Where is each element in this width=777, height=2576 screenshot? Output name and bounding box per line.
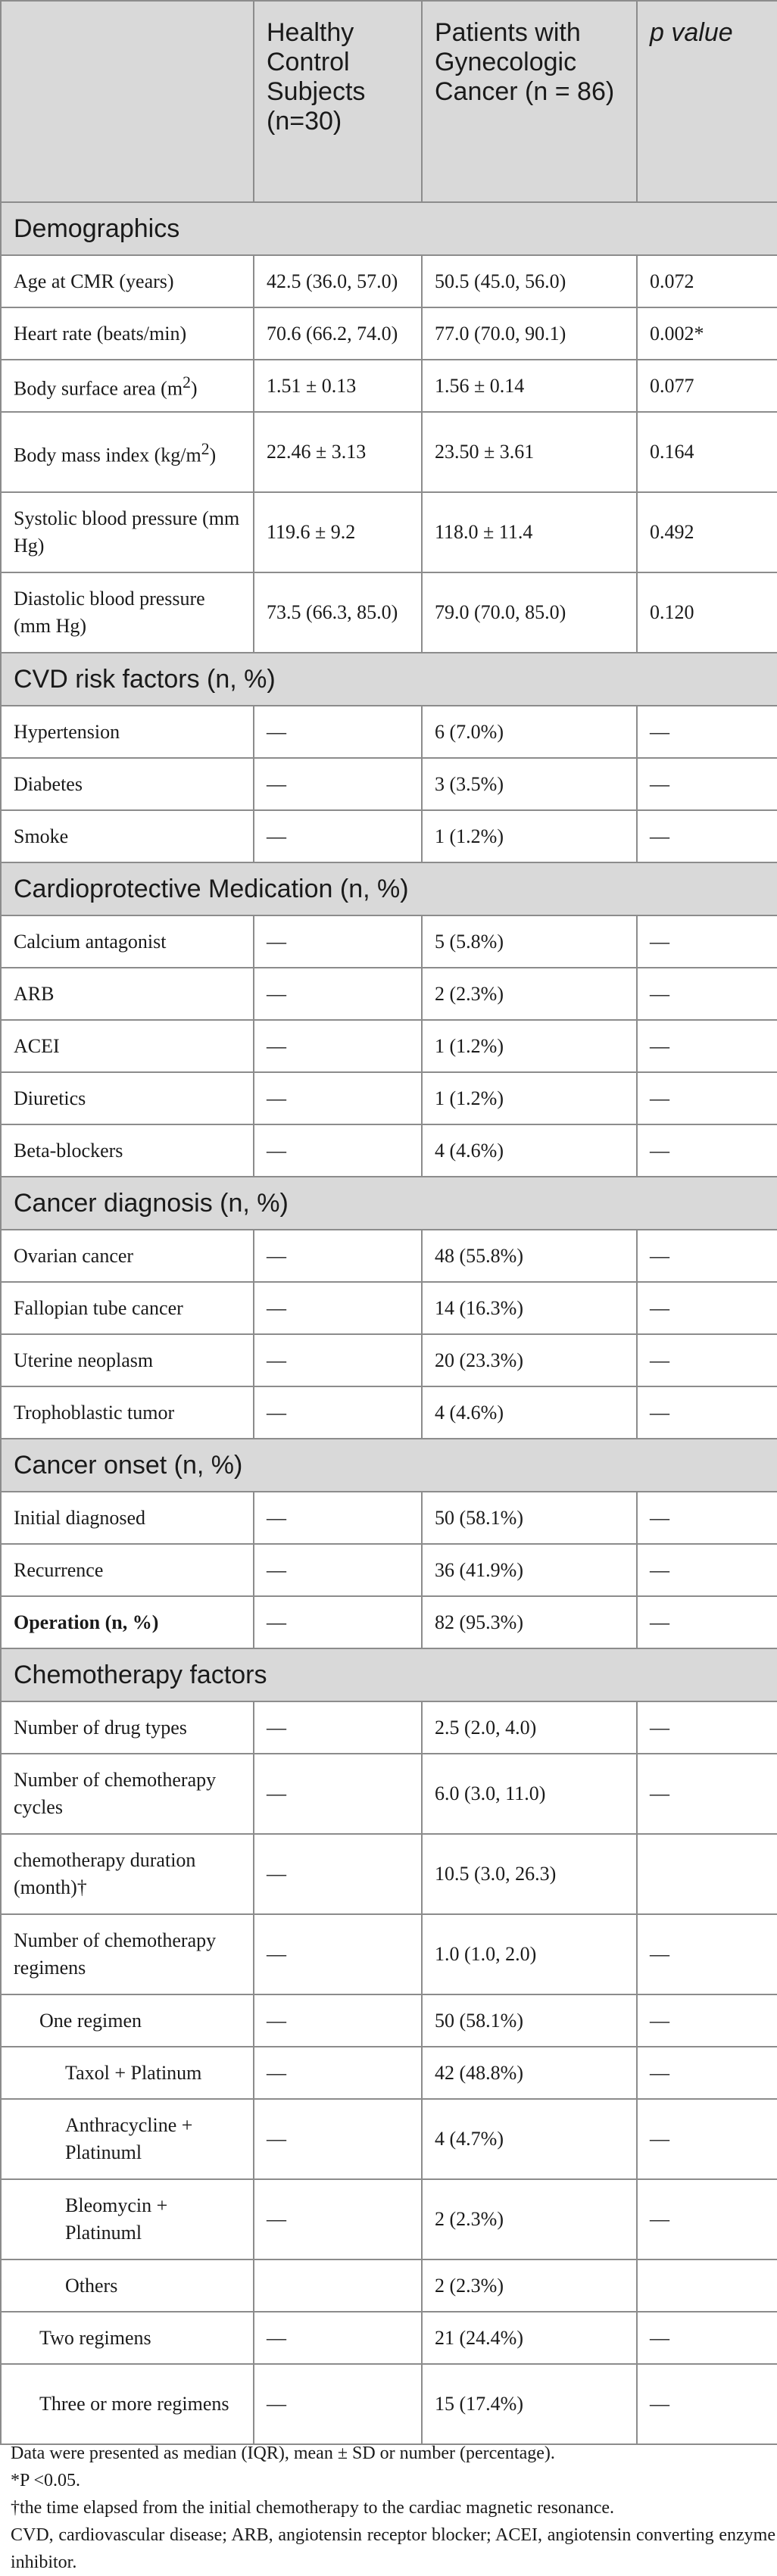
table-row [1,915,777,968]
row-label: Beta-blockers [1,1124,254,1177]
p-value: — [637,1282,777,1334]
p-value: 0.164 [637,412,777,492]
p-value: — [637,1994,777,2047]
table-row [1,2047,777,2099]
p-value: — [637,810,777,862]
patient-value: 82 (95.3%) [422,1596,637,1648]
patient-value: 42 (48.8%) [422,2047,637,2099]
table-row [1,307,777,360]
patient-value: 2 (2.3%) [422,2259,637,2312]
healthy-value: — [254,2364,422,2444]
healthy-value: — [254,2312,422,2364]
row-label: chemotherapy duration (month)† [1,1834,254,1914]
p-value: — [637,1596,777,1648]
p-value: — [637,2364,777,2444]
superscript: 2 [183,373,191,392]
p-value: — [637,2099,777,2179]
patient-value: 79.0 (70.0, 85.0) [422,572,637,653]
table-row [1,1701,777,1754]
row-label [1,412,254,492]
healthy-value: 1.51 ± 0.13 [254,360,422,412]
row-label: ACEI [1,1020,254,1072]
patient-value: 1 (1.2%) [422,810,637,862]
patient-value: 118.0 ± 11.4 [422,492,637,572]
table-row [1,1230,777,1282]
row-label: Systolic blood pressure (mm Hg) [1,492,254,572]
table-row [1,412,777,492]
header-healthy-controls: Healthy Control Subjects (n=30) [254,1,422,202]
table-row [1,1072,777,1124]
row-label: Three or more regimens [1,2364,254,2444]
table-footnotes [0,2440,777,2576]
header-empty-cell [1,1,254,202]
row-label: Number of chemotherapy regimens [1,1914,254,1994]
section-row [1,862,777,915]
footnote-line: *P <0.05. [11,2471,80,2490]
row-label: Two regimens [1,2312,254,2364]
table-row [1,2179,777,2259]
table-row [1,968,777,1020]
healthy-value: — [254,968,422,1020]
healthy-value: — [254,758,422,810]
patient-value: 1 (1.2%) [422,1072,637,1124]
patient-value: 14 (16.3%) [422,1282,637,1334]
patient-value: 15 (17.4%) [422,2364,637,2444]
table-row [1,1544,777,1596]
patient-value: 2 (2.3%) [422,2179,637,2259]
healthy-value: — [254,2047,422,2099]
row-label: Initial diagnosed [1,1492,254,1544]
section-chemotherapy: Chemotherapy factors [1,1648,777,1701]
p-value: — [637,1072,777,1124]
healthy-value: — [254,915,422,968]
row-label: Heart rate (beats/min) [1,307,254,360]
healthy-value: — [254,1914,422,1994]
patient-value: 2 (2.3%) [422,968,637,1020]
row-label [1,1596,254,1648]
patient-value: 50.5 (45.0, 56.0) [422,255,637,307]
label-end: ) [190,377,198,400]
table-row [1,1492,777,1544]
healthy-value: — [254,706,422,758]
patient-value: 23.50 ± 3.61 [422,412,637,492]
p-value: — [637,915,777,968]
patient-value: 50 (58.1%) [422,1492,637,1544]
patient-value: 4 (4.6%) [422,1124,637,1177]
section-medication: Cardioprotective Medication (n, %) [1,862,777,915]
p-value: — [637,1754,777,1834]
table-row [1,1020,777,1072]
table-row [1,1754,777,1834]
healthy-value: — [254,1386,422,1439]
row-label: Ovarian cancer [1,1230,254,1282]
patient-value: 3 (3.5%) [422,758,637,810]
healthy-value: — [254,2179,422,2259]
patient-value: 4 (4.6%) [422,1386,637,1439]
table-row [1,1386,777,1439]
table-row [1,1994,777,2047]
row-label: Age at CMR (years) [1,255,254,307]
row-label: Diuretics [1,1072,254,1124]
patient-value: 20 (23.3%) [422,1334,637,1386]
healthy-value: — [254,1994,422,2047]
patient-value: 36 (41.9%) [422,1544,637,1596]
patient-value: 1.0 (1.0, 2.0) [422,1914,637,1994]
bold-label: Operation (n, %) [14,1611,159,1633]
row-label: Taxol + Platinum [1,2047,254,2099]
p-value: 0.077 [637,360,777,412]
p-value: 0.072 [637,255,777,307]
healthy-value: 119.6 ± 9.2 [254,492,422,572]
header-row [1,1,777,202]
table-row [1,1834,777,1914]
p-value: — [637,1544,777,1596]
table-row [1,1124,777,1177]
row-label: Smoke [1,810,254,862]
table-row [1,1282,777,1334]
healthy-value [254,2259,422,2312]
row-label: Trophoblastic tumor [1,1386,254,1439]
p-value [637,1834,777,1914]
healthy-value: — [254,1020,422,1072]
healthy-value: — [254,1701,422,1754]
label-end: ) [209,444,217,466]
section-cancer-onset: Cancer onset (n, %) [1,1439,777,1492]
patient-value: 21 (24.4%) [422,2312,637,2364]
p-value: — [637,1020,777,1072]
row-label: Bleomycin + Platinuml [1,2179,254,2259]
table-row [1,758,777,810]
section-demographics: Demographics [1,202,777,255]
row-label: Number of drug types [1,1701,254,1754]
healthy-value: — [254,1334,422,1386]
patient-value: 50 (58.1%) [422,1994,637,2047]
row-label: Anthracycline + Platinuml [1,2099,254,2179]
table-row [1,2312,777,2364]
healthy-value: — [254,1834,422,1914]
p-value: 0.492 [637,492,777,572]
label-text: Body surface area (m [14,377,183,400]
healthy-value: — [254,1754,422,1834]
healthy-value: 73.5 (66.3, 85.0) [254,572,422,653]
healthy-value: — [254,1544,422,1596]
patient-value: 48 (55.8%) [422,1230,637,1282]
p-value: — [637,758,777,810]
p-value: — [637,1914,777,1994]
footnote-line: †the time elapsed from the initial chemotherapy to the cardiac magnetic resonance. [11,2498,615,2518]
patient-value: 1 (1.2%) [422,1020,637,1072]
healthy-value: — [254,1124,422,1177]
p-value: — [637,1230,777,1282]
row-label: Diastolic blood pressure (mm Hg) [1,572,254,653]
table-row [1,2099,777,2179]
healthy-value: 70.6 (66.2, 74.0) [254,307,422,360]
table-row [1,572,777,653]
table-row [1,360,777,412]
row-label: Calcium antagonist [1,915,254,968]
patient-value: 1.56 ± 0.14 [422,360,637,412]
section-cvd-risk: CVD risk factors (n, %) [1,653,777,706]
footnote-line: Data were presented as median (IQR), mean ± SD or number (percentage). [11,2443,555,2463]
section-row [1,1439,777,1492]
row-label: Hypertension [1,706,254,758]
p-value: — [637,2312,777,2364]
p-value: — [637,1492,777,1544]
table-row [1,492,777,572]
patient-value: 2.5 (2.0, 4.0) [422,1701,637,1754]
p-value: 0.120 [637,572,777,653]
healthy-value: — [254,1282,422,1334]
healthy-value: — [254,1492,422,1544]
table-row [1,706,777,758]
p-value: — [637,2047,777,2099]
p-value [637,2259,777,2312]
p-value: — [637,1386,777,1439]
patient-value: 77.0 (70.0, 90.1) [422,307,637,360]
header-p-value: p value [637,1,777,202]
superscript: 2 [201,439,210,458]
p-value: 0.002* [637,307,777,360]
section-row [1,1177,777,1230]
healthy-value: — [254,1072,422,1124]
row-label [1,360,254,412]
row-label: Fallopian tube cancer [1,1282,254,1334]
patient-value: 5 (5.8%) [422,915,637,968]
table-row [1,1596,777,1648]
row-label: ARB [1,968,254,1020]
section-row [1,653,777,706]
p-value: — [637,968,777,1020]
row-label: Uterine neoplasm [1,1334,254,1386]
table-row [1,2259,777,2312]
p-value: — [637,706,777,758]
table-row [1,255,777,307]
patient-value: 6.0 (3.0, 11.0) [422,1754,637,1834]
healthy-value: — [254,1230,422,1282]
patient-value: 4 (4.7%) [422,2099,637,2179]
patient-value: 6 (7.0%) [422,706,637,758]
row-label: Others [1,2259,254,2312]
table-row [1,810,777,862]
table-row [1,2364,777,2444]
section-row [1,202,777,255]
p-value: — [637,1124,777,1177]
row-label: Number of chemotherapy cycles [1,1754,254,1834]
healthy-value: 22.46 ± 3.13 [254,412,422,492]
healthy-value: — [254,2099,422,2179]
row-label: One regimen [1,1994,254,2047]
footnote-line: CVD, cardiovascular disease; ARB, angiotensin receptor blocker; ACEI, angiotensin converting enzyme inhibitor. [11,2525,775,2572]
row-label: Diabetes [1,758,254,810]
p-value: — [637,2179,777,2259]
table-row [1,1334,777,1386]
header-patients: Patients with Gynecologic Cancer (n = 86) [422,1,637,202]
section-cancer-diagnosis: Cancer diagnosis (n, %) [1,1177,777,1230]
section-row [1,1648,777,1701]
p-value: — [637,1701,777,1754]
healthy-value: — [254,810,422,862]
table-row [1,1914,777,1994]
p-value: — [637,1334,777,1386]
healthy-value: 42.5 (36.0, 57.0) [254,255,422,307]
label-text: Body mass index (kg/m [14,444,201,466]
healthy-value: — [254,1596,422,1648]
patient-value: 10.5 (3.0, 26.3) [422,1834,637,1914]
row-label: Recurrence [1,1544,254,1596]
